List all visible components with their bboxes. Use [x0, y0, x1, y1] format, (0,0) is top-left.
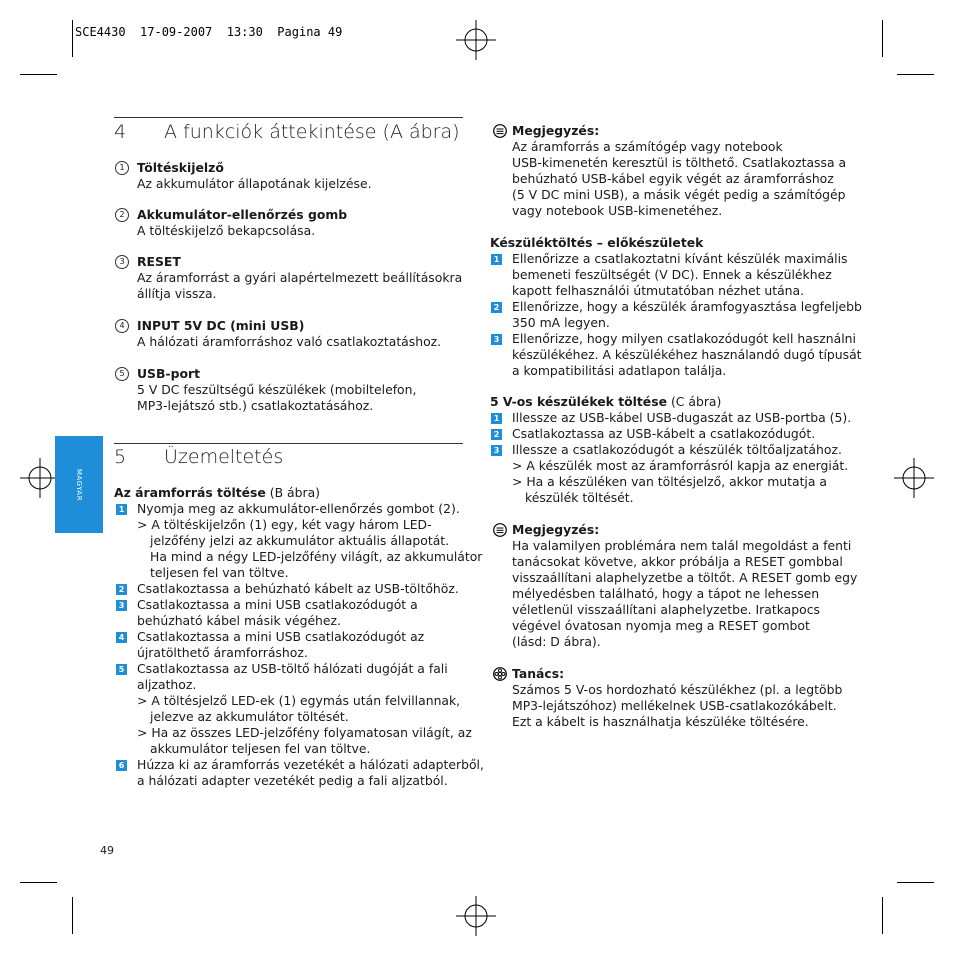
subheading-rest: (B ábra) — [265, 485, 321, 500]
step-number-badge: 6 — [116, 760, 127, 771]
paragraph-line: Az áramforrás a számítógép vagy notebook — [512, 139, 783, 154]
step-line: a kompatibilitási adatlapon találja. — [512, 363, 727, 378]
paragraph-line: Számos 5 V-os hordozható készülékhez (pl. a legtöbb — [512, 682, 843, 697]
note-icon — [493, 523, 507, 537]
paragraph-line: MP3-lejátszóhoz) mellékelnek USB-csatlakozókábelt. — [512, 698, 837, 713]
item-description: 5 V DC feszültségű készülékek (mobiltelefon, — [137, 382, 417, 397]
item-title: Töltéskijelző — [137, 160, 224, 175]
step-line: Illessze az USB-kábel USB-dugaszát az USB-portba (5). — [512, 410, 852, 425]
item-number-circle: 1 — [115, 161, 129, 175]
paragraph-line: Ha valamilyen problémára nem talál megoldást a fenti — [512, 538, 852, 553]
section-5-title — [114, 446, 283, 468]
step-line: jelzőfény jelzi az akkumulátor aktuális állapotát. — [150, 533, 450, 548]
print-header: SCE4430 17-09-2007 13:30 Pagina 49 — [75, 25, 343, 39]
item-number-circle: 4 — [115, 319, 129, 333]
step-line: > A töltésjelző LED-ek (1) egymás után felvillannak, — [137, 693, 461, 708]
item-title: Akkumulátor-ellenőrzés gomb — [137, 207, 348, 222]
registration-mark-icon — [20, 458, 60, 498]
step-number-badge: 5 — [116, 664, 127, 675]
section-heading: Üzemeltetés — [164, 446, 284, 468]
paragraph-line: behúzható USB-kábel egyik végét az áramforráshoz — [512, 171, 834, 186]
section-rule — [114, 117, 463, 118]
note-icon — [493, 124, 507, 138]
step-line: akkumulátor teljesen fel van töltve. — [150, 741, 371, 756]
item-description: A hálózati áramforráshoz való csatlakoztatáshoz. — [137, 334, 442, 349]
step-line: készülék töltését. — [525, 490, 634, 505]
item-title: INPUT 5V DC (mini USB) — [137, 318, 305, 333]
step-number-badge: 3 — [491, 334, 502, 345]
crop-mark — [20, 74, 57, 75]
section-4-title — [114, 121, 460, 143]
language-tab — [55, 436, 103, 533]
paragraph-line: tanácsokat követve, akkor próbálja a RESET gombbal — [512, 554, 843, 569]
step-line: készülékéhez. A készülékéhez használandó dugó típusát — [512, 347, 862, 362]
step-line: behúzható kábel másik végéhez. — [137, 613, 341, 628]
step-line: kapott felhasználói útmutatóban nézhet utána. — [512, 283, 805, 298]
subheading — [114, 485, 320, 501]
step-number-badge: 3 — [116, 600, 127, 611]
step-line: Csatlakoztassa a mini USB csatlakozódugót a — [137, 597, 418, 612]
paragraph-line: végével óvatosan nyomja meg a RESET gombot — [512, 618, 810, 633]
step-line: Húzza ki az áramforrás vezetékét a hálózati adapterből, — [137, 757, 484, 772]
registration-mark-icon — [456, 896, 496, 936]
step-line: újratölthető áramforráshoz. — [137, 645, 308, 660]
step-line: Nyomja meg az akkumulátor-ellenőrzés gombot (2). — [137, 501, 460, 516]
step-line: Ha mind a négy LED-jelzőfény világít, az akkumulátor — [150, 549, 483, 564]
registration-mark-icon — [456, 20, 496, 60]
paragraph-line: USB-kimenetén keresztül is tölthető. Csatlakoztassa a — [512, 155, 847, 170]
language-tab-label: MAGYAR — [75, 468, 83, 501]
paragraph-line: Ezt a kábelt is használhatja készüléke töltésére. — [512, 714, 809, 729]
paragraph-line: (5 V DC mini USB), a másik végét pedig a számítógép — [512, 187, 846, 202]
note-title: Megjegyzés: — [512, 522, 600, 537]
section-number: 5 — [114, 446, 127, 468]
step-line: bemeneti feszültségét (V DC). Ennek a készülékhez — [512, 267, 832, 282]
crop-mark — [72, 20, 73, 57]
step-line: Csatlakoztassa a behúzható kábelt az USB-töltőhöz. — [137, 581, 459, 596]
step-number-badge: 4 — [116, 632, 127, 643]
paragraph-line: véletlenül visszaállítani alaphelyzetbe. Iratkapocs — [512, 602, 820, 617]
step-line: > A töltéskijelzőn (1) egy, két vagy három LED- — [137, 517, 432, 532]
item-description: állítja vissza. — [137, 286, 217, 301]
tip-icon — [493, 667, 507, 681]
section-rule — [114, 443, 463, 444]
note-title: Megjegyzés: — [512, 123, 600, 138]
step-line: Ellenőrizze, hogy milyen csatlakozódugót kell használni — [512, 331, 856, 346]
step-line: > Ha a készüléken van töltésjelző, akkor mutatja a — [512, 474, 828, 489]
tip-title: Tanács: — [512, 666, 565, 681]
step-line: aljzathoz. — [137, 677, 197, 692]
crop-mark — [897, 74, 934, 75]
item-description: Az áramforrást a gyári alapértelmezett beállításokra — [137, 270, 463, 285]
subheading-bold: Az áramforrás töltése — [114, 485, 266, 500]
step-line: Csatlakoztassa a mini USB csatlakozódugót az — [137, 629, 425, 644]
step-number-badge: 2 — [491, 429, 502, 440]
step-line: 350 mA legyen. — [512, 315, 610, 330]
section-heading: A funkciók áttekintése (A ábra) — [164, 121, 460, 143]
crop-mark — [882, 20, 883, 57]
crop-mark — [20, 882, 57, 883]
step-line: > Ha az összes LED-jelzőfény folyamatosan világít, az — [137, 725, 472, 740]
item-number-circle: 2 — [115, 208, 129, 222]
item-number-circle: 5 — [115, 367, 129, 381]
item-description: MP3-lejátszó stb.) csatlakoztatásához. — [137, 398, 374, 413]
step-number-badge: 1 — [116, 504, 127, 515]
charge-5v-title-bold: 5 V-os készülékek töltése — [490, 394, 667, 409]
paragraph-line: visszaállítani alaphelyzetbe a töltőt. A RESET gomb egy — [512, 570, 858, 585]
step-line: a hálózati adapter vezetékét pedig a fali aljzatból. — [137, 773, 448, 788]
paragraph-line: mélyedésben található, hogy a tápot ne lehessen — [512, 586, 820, 601]
step-number-badge: 2 — [116, 584, 127, 595]
step-number-badge: 3 — [491, 445, 502, 456]
prep-title: Készüléktöltés – előkészületek — [490, 235, 704, 250]
step-number-badge: 1 — [491, 413, 502, 424]
item-description: Az akkumulátor állapotának kijelzése. — [137, 176, 372, 191]
charge-5v-title — [490, 394, 721, 410]
charge-5v-title-rest: (C ábra) — [667, 394, 722, 409]
crop-mark — [897, 882, 934, 883]
crop-mark — [882, 897, 883, 934]
step-line: Illessze a csatlakozódugót a készülék töltőaljzatához. — [512, 442, 842, 457]
step-number-badge: 2 — [491, 302, 502, 313]
paragraph-line: vagy notebook USB-kimenetéhez. — [512, 203, 723, 218]
crop-mark — [72, 897, 73, 934]
step-line: jelezve az akkumulátor töltését. — [150, 709, 349, 724]
paragraph-line: (lásd: D ábra). — [512, 634, 601, 649]
step-line: Csatlakoztassa az USB-kábelt a csatlakozódugót. — [512, 426, 816, 441]
step-line: teljesen fel van töltve. — [150, 565, 289, 580]
step-line: Ellenőrizze, hogy a készülék áramfogyasztása legfeljebb — [512, 299, 862, 314]
item-title: USB-port — [137, 366, 200, 381]
item-title: RESET — [137, 254, 181, 269]
step-line: Ellenőrizze a csatlakoztatni kívánt készülék maximális — [512, 251, 848, 266]
section-number: 4 — [114, 121, 127, 143]
registration-mark-icon — [894, 458, 934, 498]
page-number: 49 — [100, 844, 114, 857]
item-number-circle: 3 — [115, 255, 129, 269]
item-description: A töltéskijelző bekapcsolása. — [137, 223, 316, 238]
step-number-badge: 1 — [491, 254, 502, 265]
step-line: > A készülék most az áramforrásról kapja az energiát. — [512, 458, 849, 473]
step-line: Csatlakoztassa az USB-töltő hálózati dugóját a fali — [137, 661, 448, 676]
